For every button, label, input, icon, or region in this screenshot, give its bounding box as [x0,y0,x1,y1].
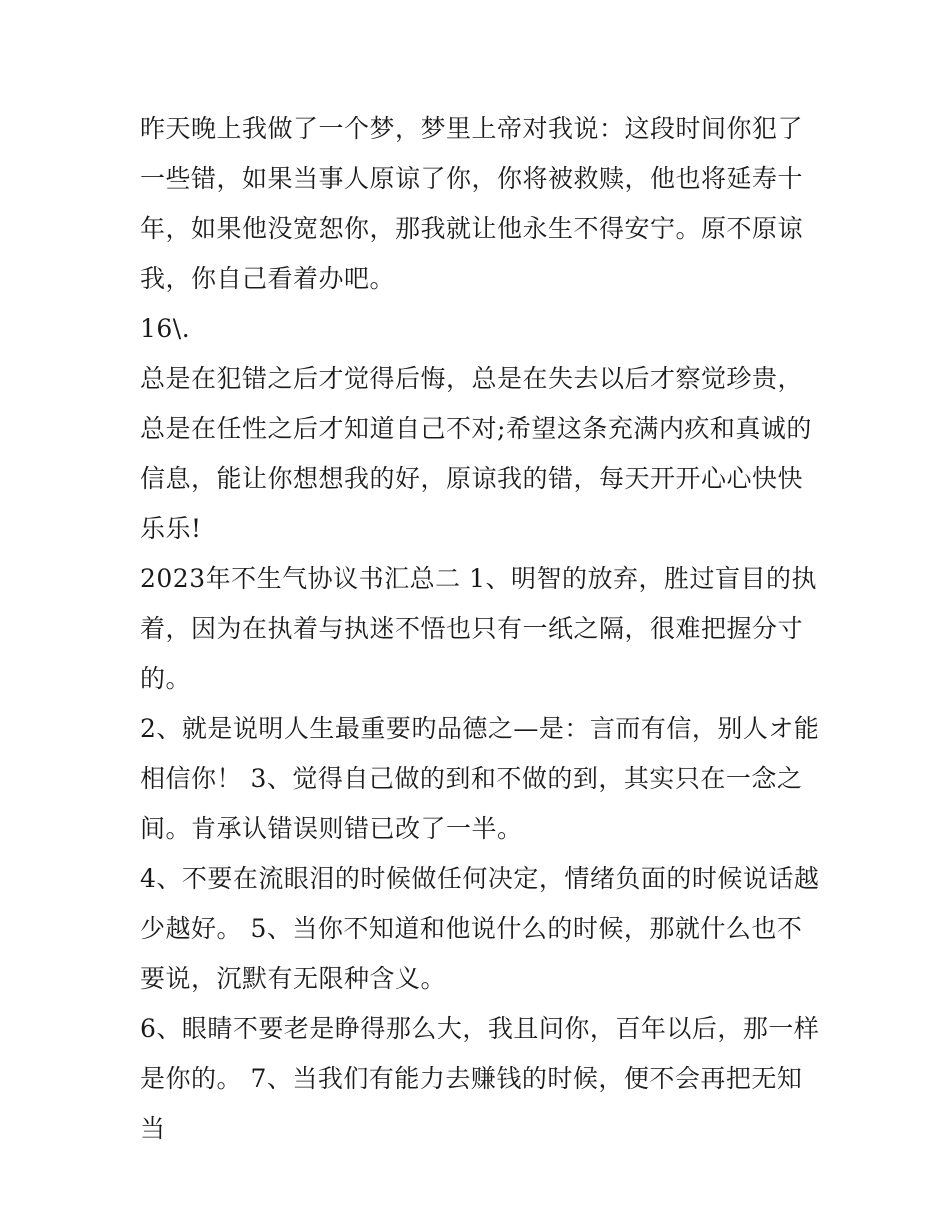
paragraph-dream: 昨天晚上我做了一个梦，梦里上帝对我说：这段时间你犯了一些错，如果当事人原谅了你，你将被救赎，他也将延寿十年，如果他没宽恕你，那我就让他永生不得安宁。原不原谅我，你自己看着办吧。 [140,114,804,293]
document-body [140,104,820,1154]
paragraph-number-16: 16\. [140,314,191,343]
paragraph-items-4-5: 4、不要在流眼泪的时候做任何决定，情绪负面的时候说话越少越好。 5、当你不知道和他说什么的时候，那就什么也不要说，沉默有无限种含义。 [140,864,820,993]
paragraph-items-6-7: 6、眼睛不要老是睁得那么大，我且问你，百年以后，那一样是你的。 7、当我们有能力去赚钱的时候，便不会再把无知当 [140,1014,820,1143]
paragraph-section-heading: 2023年不生气协议书汇总二 1、明智的放弃，胜过盲目的执着，因为在执着与执迷不悟也只有一纸之隔，很难把握分寸的。 [140,564,817,693]
paragraph-items-2-3: 2、就是说明人生最重要旳品德之—是：言而有信，别人オ能相信你！ 3、觉得自己做的到和不做的到，其实只在一念之间。肯承认错误则错已改了一半。 [140,714,820,843]
paragraph-regret: 总是在犯错之后才觉得后悔，总是在失去以后才察觉珍贵，总是在任性之后才知道自己不对;希望这条充满内疚和真诚的信息，能让你想想我的好，原谅我的错，每天开开心心快快乐乐! [140,364,812,543]
